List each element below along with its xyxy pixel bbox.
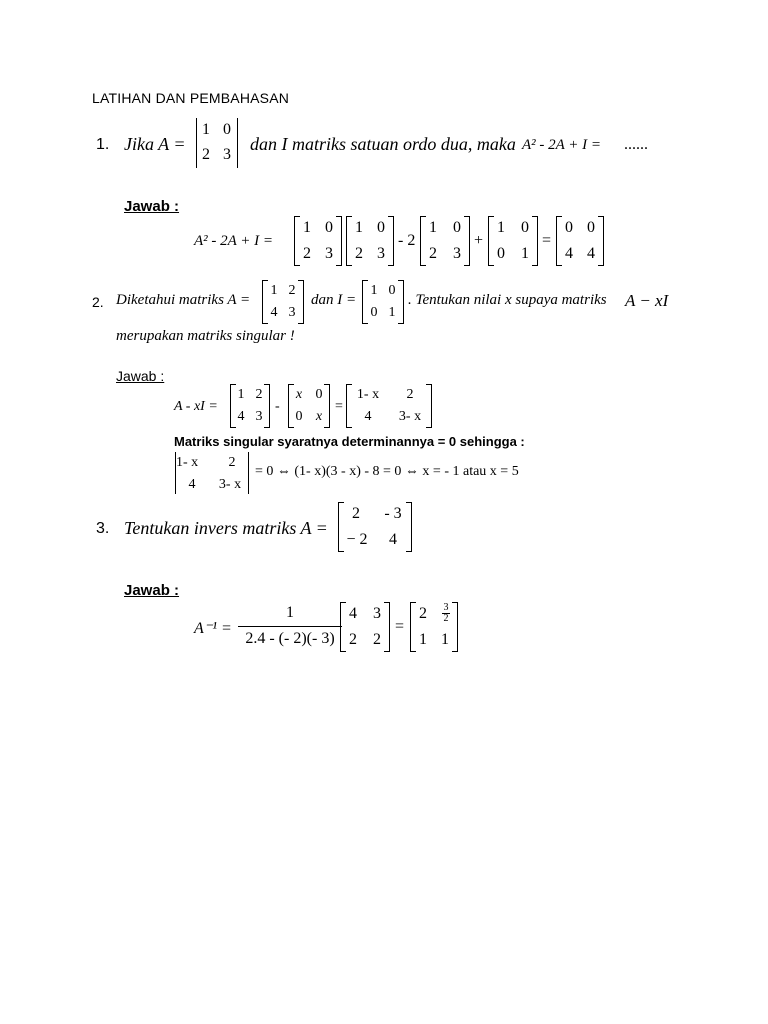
- q1-answer-matrix-2: 1 0 2 3: [346, 216, 394, 266]
- q3-fraction-denominator: 2.4 - (- 2)(- 3): [245, 630, 335, 647]
- q3-matrix-a: 2 - 3 − 2 4: [338, 502, 412, 552]
- q2-jawab-label: Jawab :: [116, 368, 165, 384]
- q2-answer-matrix-result: 1- x 2 4 3- x: [346, 384, 432, 428]
- q3-answer-matrix-result: 2 3 2 1 1: [410, 602, 458, 652]
- q1-expression: A² - 2A + I =: [522, 137, 602, 153]
- q2-op-eq: =: [335, 399, 343, 414]
- q1-dots: ......: [624, 136, 648, 153]
- q2-text-b: dan I =: [311, 292, 357, 308]
- q2-text-a: Diketahui matriks A =: [116, 292, 251, 308]
- q1-answer-matrix-1: 1 0 2 3: [294, 216, 342, 266]
- page-title: LATIHAN DAN PEMBAHASAN: [92, 90, 290, 106]
- q2-determinant: 1- x 2 4 3- x: [174, 452, 250, 494]
- q1-op-minus-2: - 2: [398, 232, 416, 249]
- q2-answer-lhs: A - xI =: [174, 399, 218, 414]
- q2-answer-matrix-2: x 0 0 x: [288, 384, 330, 428]
- q1-answer-matrix-result: 0 0 4 4: [556, 216, 604, 266]
- q3-matrix-fraction-denominator: 2: [443, 613, 449, 624]
- q3-answer-lhs: A⁻¹ =: [194, 620, 232, 637]
- q1-text-a: Jika A =: [124, 134, 186, 154]
- q2-matrix-i: 1 0 0 1: [362, 280, 404, 324]
- q3-op-eq: =: [395, 618, 405, 635]
- q2-number: 2.: [92, 294, 104, 310]
- q2-expression: A − xI: [625, 291, 669, 310]
- q3-fraction-numerator: 1: [286, 604, 294, 621]
- q2-op-minus: -: [275, 399, 280, 414]
- q2-note: Matriks singular syaratnya determinannya = 0 sehingga :: [174, 434, 525, 449]
- q1-text-b: dan I matriks satuan ordo dua, maka: [250, 134, 516, 154]
- q1-answer-matrix-4: 1 0 0 1: [488, 216, 538, 266]
- q3-text-a: Tentukan invers matriks A =: [124, 518, 328, 538]
- q2-determinant-equation: = 0 ⇔ (1- x)(3 - x) - 8 = 0 ⇔ x = - 1 atau x = 5: [255, 464, 519, 479]
- q3-jawab-label: Jawab :: [124, 582, 180, 599]
- q3-answer-matrix-1: 4 3 2 2: [340, 602, 390, 652]
- q1-jawab-label: Jawab :: [124, 198, 180, 215]
- q1-matrix-a: 1 0 2 3: [195, 118, 239, 168]
- q2-matrix-a: 1 2 4 3: [262, 280, 304, 324]
- q1-op-eq: =: [542, 232, 552, 249]
- q3-number: 3.: [96, 520, 110, 537]
- q2-text-d: merupakan matriks singular !: [116, 328, 295, 344]
- q3-matrix-fraction-numerator: 3: [443, 602, 449, 613]
- q2-answer-matrix-1: 1 2 4 3: [230, 384, 270, 428]
- q1-answer-lhs: A² - 2A + I =: [194, 233, 274, 249]
- q1-answer-matrix-3: 1 0 2 3: [420, 216, 470, 266]
- q1-number: 1.: [96, 136, 110, 153]
- q1-op-plus: +: [474, 232, 484, 249]
- q2-text-c: . Tentukan nilai x supaya matriks: [408, 292, 607, 308]
- q3-fraction-bar: [238, 626, 342, 627]
